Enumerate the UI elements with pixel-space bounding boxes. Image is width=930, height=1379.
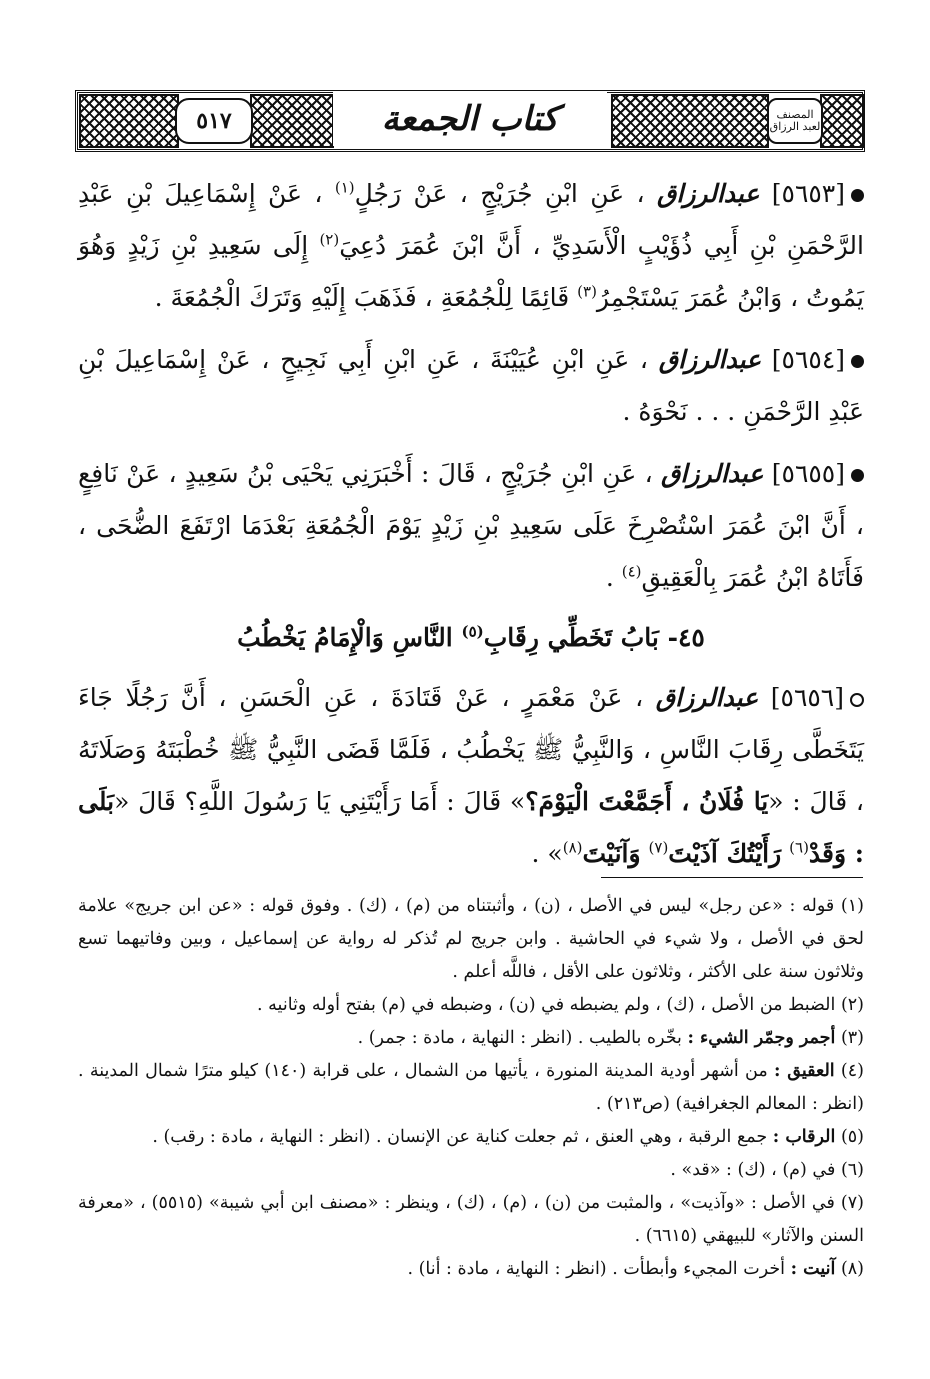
- footnote-keyword: الرقاب :: [772, 1127, 836, 1147]
- page-header: [75, 90, 865, 152]
- hadith-5656: [78, 672, 864, 880]
- hadith-text: ، عَنْ مَعْمَرٍ ، عَنْ قَتَادَةَ ، عَنِ الْحَسَنِ ، أَنَّ رَجُلًا جَاءَ يَتَخَطَّى رِقَابَ النَّاسِ ، وَالنَّبِيُّ ﷺ يَخْطُبُ ، فَلَمَّا قَضَى النَّبِيُّ ﷺ خُطْبَتَهُ وَصَلَاتَهُ ، قَالَ : «: [78, 683, 865, 816]
- author-name: عبدالرزاق: [657, 179, 760, 208]
- page-number: ٥١٧: [196, 108, 232, 134]
- hadith-5654: [78, 334, 864, 438]
- footnote-2: [78, 989, 864, 1022]
- footnote-3: [78, 1022, 864, 1055]
- chapter-heading-text: ٤٥- بَابُ تَخَطِّي رِقَابِ: [483, 623, 705, 652]
- hadith-text: ، عَنِ ابْنِ جُرَيْجٍ ، قَالَ : أَخْبَرَنِي يَحْيَى بْنُ سَعِيدٍ ، عَنْ نَافِعٍ ، أَنَّ ابْنَ عُمَرَ اسْتُصْرِخَ عَلَى سَعِيدِ بْنِ زَيْدٍ يَوْمَ الْجُمُعَةِ بَعْدَمَا ارْتَفَعَ الضُّحَى ، فَأَتَاهُ ابْنُ عُمَرَ بِالْعَقِيقِ: [78, 459, 864, 592]
- footnote-ref[interactable]: (٤): [621, 562, 642, 581]
- book-logo-text: المصنف لعبد الرزاق: [769, 108, 821, 133]
- footnote-number: (٧): [840, 1193, 864, 1213]
- header-ornament-left: [79, 94, 179, 148]
- footnote-7: [78, 1187, 864, 1253]
- footnote-4: [78, 1055, 864, 1121]
- chapter-heading-text: النَّاسِ وَالْإِمَامُ يَخْطُبُ: [237, 623, 453, 652]
- prophetic-quote: يَا فُلَانُ ، أَجَمَّعْتَ الْيَوْمَ؟: [525, 787, 769, 816]
- hadith-text: ، عَنْ إِسْمَاعِيلَ بْنِ عَبْدِ الرَّحْمَنِ بْنِ أَبِي ذُؤَيْبٍ الْأَسَدِيِّ ، أَنَّ ابْنَ عُمَرَ دُعِيَ: [78, 179, 864, 260]
- hadith-text: قَائِمًا لِلْجُمُعَةِ ، فَذَهَبَ إِلَيْهِ وَتَرَكَ الْجُمُعَةَ .: [154, 283, 570, 312]
- footnote-number: (٤): [840, 1061, 864, 1081]
- footnote-ref[interactable]: (٦): [789, 838, 809, 857]
- hadith-text: ، عَنِ ابْنِ عُيَيْنَةَ ، عَنِ ابْنِ أَبِي نَجِيحٍ ، عَنْ إِسْمَاعِيلَ بْنِ عَبْدِ الرَّحْمَنِ . . . نَحْوَهُ .: [78, 345, 864, 426]
- author-name: عبدالرزاق: [661, 459, 764, 488]
- footnote-number: (١): [840, 896, 864, 916]
- author-name: عبدالرزاق: [658, 345, 762, 374]
- footnote-text: أخرت المجيء وأبطأت . (انظر : النهاية ، مادة : أنا) .: [407, 1259, 786, 1279]
- hadith-5655: [78, 448, 864, 604]
- footnote-text: الضبط من الأصل ، (ك) ، ولم يضبطه في (ن) ، وضبطه في (م) بفتح أوله وثانيه .: [257, 995, 836, 1015]
- prophetic-quote: بَلَى : وَقَدْ: [78, 787, 864, 868]
- footnote-text: في الأصل : «وآذيت» ، والمثبت من (ن) ، (م) ، (ك) ، وينظر : «مصنف ابن أبي شيبة» (٥٥١٥) ، «معرفة السنن والآثار» للبيهقي (٦٦١٥) .: [78, 1193, 864, 1246]
- filled-bullet-icon: [851, 189, 864, 202]
- chapter-heading: [78, 618, 864, 658]
- footnote-text: من أشهر أودية المدينة المنورة ، يأتيها من الشمال ، على قرابة (١٤٠) كيلو مترًا شمال المدينة . (انظر : المعالم الجغرافية) (ص٢١٣) .: [78, 1061, 864, 1114]
- hadith-number: [٥٦٥٥]: [771, 459, 845, 488]
- header-ornament-right-inner: [611, 94, 769, 148]
- main-text: [78, 168, 864, 890]
- prophetic-quote: وَآنَيْتَ: [582, 839, 641, 868]
- footnote-6: [78, 1154, 864, 1187]
- footnote-ref[interactable]: (٧): [648, 838, 669, 857]
- hadith-number: [٥٦٥٦]: [770, 683, 844, 712]
- footnote-keyword: العقيق :: [774, 1061, 835, 1081]
- footnote-ref[interactable]: (٣): [577, 282, 597, 301]
- footnote-number: (٨): [840, 1259, 864, 1279]
- filled-bullet-icon: [851, 355, 864, 368]
- footnote-ref[interactable]: (٨): [562, 838, 583, 857]
- hadith-text: ، عَنِ ابْنِ جُرَيْجٍ ، عَنْ رَجُلٍ: [354, 179, 645, 208]
- footnote-number: (٦): [840, 1160, 864, 1180]
- hollow-bullet-icon: [850, 693, 864, 707]
- footnote-1: [78, 890, 864, 989]
- footnote-number: (٥): [840, 1127, 864, 1147]
- hadith-number: [٥٦٥٤]: [771, 345, 846, 374]
- header-ornament-right: [820, 94, 864, 148]
- hadith-5653: [78, 168, 864, 324]
- chapter-running-title: كتاب الجمعة: [333, 92, 607, 146]
- footnote-text: في (م) ، (ك) : «قد» .: [670, 1160, 836, 1180]
- footnote-ref[interactable]: (١): [334, 178, 355, 197]
- footnote-ref[interactable]: (٥): [461, 622, 484, 641]
- footnote-number: (٢): [840, 995, 864, 1015]
- footnote-ref[interactable]: (٢): [319, 230, 340, 249]
- hadith-number: [٥٦٥٣]: [771, 179, 845, 208]
- footnote-text: بخّره بالطيب . (انظر : النهاية ، مادة : جمر) .: [357, 1028, 682, 1048]
- hadith-text: .: [605, 563, 614, 592]
- footnotes: [78, 890, 864, 1286]
- page-number-box: [175, 98, 253, 144]
- author-name: عبدالرزاق: [655, 683, 759, 712]
- footnote-8: [78, 1253, 864, 1286]
- footnote-divider: [601, 877, 863, 878]
- footnote-keyword: أجمر وجمّر الشيء :: [687, 1028, 836, 1048]
- book-logo: [767, 98, 823, 144]
- footnote-text: جمع الرقبة ، وهي العنق ، ثم جعلت كناية عن الإنسان . (انظر : النهاية ، مادة : رقب) .: [152, 1127, 768, 1147]
- hadith-text: » .: [531, 839, 563, 868]
- prophetic-quote: رَأَيْتُكَ آذَيْتَ: [668, 839, 782, 868]
- footnote-keyword: آنيت :: [790, 1259, 836, 1279]
- header-ornament-left-inner: [250, 94, 334, 148]
- hadith-text: إِلَى سَعِيدِ بْنِ زَيْدٍ وَهُوَ يَمُوتُ ، وَابْنُ عُمَرَ يَسْتَجْمِرُ: [78, 231, 864, 312]
- footnote-5: [78, 1121, 864, 1154]
- footnote-number: (٣): [840, 1028, 864, 1048]
- footnote-text: قوله : «عن رجل» ليس في الأصل ، (ن) ، وأثبتناه من (م) ، (ك) . وفوق قوله : «عن ابن جريج» علامة لحق في الأصل ، ولا شيء في الحاشية . وابن جريج لم تُذكر له رواية عن إسماعيل ، وبين وفاتيهما تسع وثلاثون سنة على الأكثر ، وثلاثون على الأقل ، فاللَّه أعلم .: [78, 896, 864, 982]
- hadith-text: » قَالَ : أَمَا رَأَيْتَنِي يَا رَسُولَ اللَّهِ؟ قَالَ «: [114, 787, 526, 816]
- filled-bullet-icon: [851, 469, 864, 482]
